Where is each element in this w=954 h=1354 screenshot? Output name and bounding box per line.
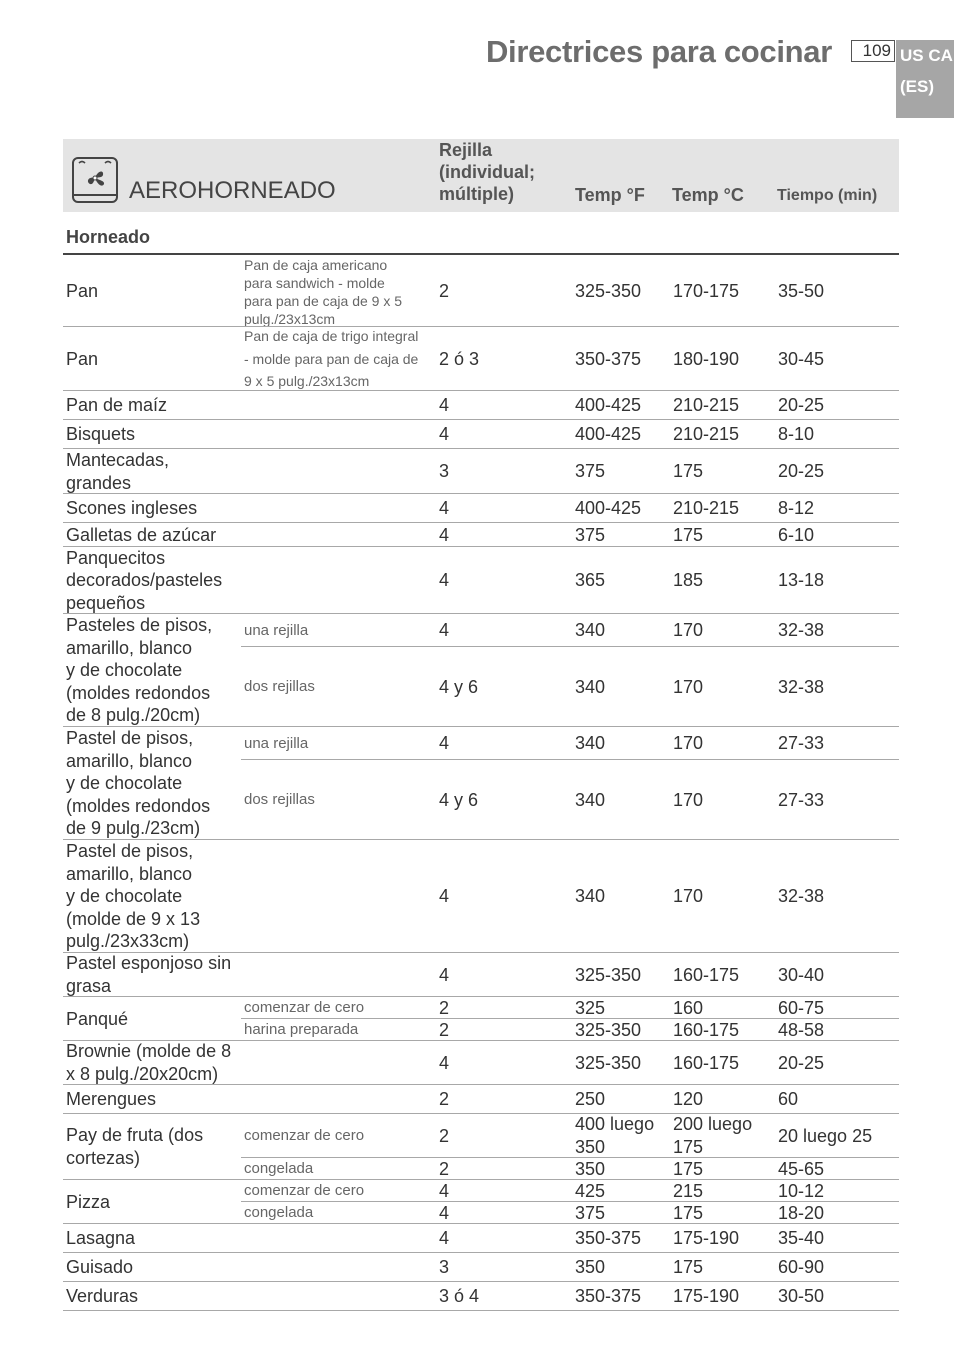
temp-c-value: 200 luego 175 <box>673 1114 753 1157</box>
col-rack-header: Rejilla (individual; múltiple) <box>439 140 535 204</box>
food-name: Pastel de pisos, amarillo, blanco y de chocolate (molde de 9 x 13 pulg./23x33cm) <box>66 841 201 952</box>
col-time-header: Tiempo (min) <box>777 187 878 204</box>
time-value: 20-25 <box>778 1052 825 1073</box>
temp-c-value: 210-215 <box>673 395 740 416</box>
time-value: 48-58 <box>778 1019 825 1040</box>
description: una rejilla <box>244 734 309 752</box>
page-title: Directrices para cocinar <box>485 34 832 69</box>
temp-c-value: 160-175 <box>673 964 740 985</box>
food-name: Pastel de pisos, amarillo, blanco y de chocolate (moldes redondos de 9 pulg./23cm) <box>66 728 211 839</box>
temp-c-value: 175 <box>673 1202 704 1223</box>
temp-f-value: 250 <box>575 1089 606 1110</box>
food-name: Guisado <box>66 1257 134 1278</box>
temp-c-value: 160-175 <box>673 1019 740 1040</box>
time-value: 8-10 <box>778 424 815 445</box>
food-name: Merengues <box>66 1089 157 1110</box>
temp-c-value: 175 <box>673 461 704 482</box>
rack-value: 4 <box>439 1228 450 1249</box>
rack-value: 4 <box>439 1202 450 1223</box>
temp-c-value: 180-190 <box>673 348 740 369</box>
temp-f-value: 350 <box>575 1257 606 1278</box>
temp-c-value: 175 <box>673 1158 704 1179</box>
temp-f-value: 400-425 <box>575 498 642 519</box>
temp-c-value: 170 <box>673 620 704 641</box>
rack-value: 4 <box>439 395 450 416</box>
rack-value: 4 <box>439 498 450 519</box>
rack-value: 2 <box>439 281 450 302</box>
time-value: 60-90 <box>778 1257 825 1278</box>
temp-c-value: 160-175 <box>673 1052 740 1073</box>
rack-value: 4 <box>439 733 450 754</box>
time-value: 27-33 <box>778 733 825 754</box>
temp-c-value: 175-190 <box>673 1286 740 1307</box>
temp-f-value: 350 <box>575 1158 606 1179</box>
rack-value: 4 <box>439 620 450 641</box>
food-name: Pasteles de pisos, amarillo, blanco y de chocolate (moldes redondos de 8 pulg./20cm) <box>66 615 213 726</box>
temp-f-value: 375 <box>575 524 606 545</box>
time-value: 30-50 <box>778 1286 825 1307</box>
time-value: 60-75 <box>778 997 825 1018</box>
temp-f-value: 325-350 <box>575 281 642 302</box>
time-value: 35-50 <box>778 281 825 302</box>
col-temp-c-header: Temp °C <box>672 185 744 205</box>
rack-value: 4 y 6 <box>439 676 479 697</box>
region-tab: US CA (ES) <box>896 40 954 118</box>
temp-f-value: 325-350 <box>575 964 642 985</box>
description: una rejilla <box>244 621 309 639</box>
time-value: 18-20 <box>778 1202 825 1223</box>
description: comenzar de cero <box>244 999 365 1016</box>
temp-f-value: 375 <box>575 461 606 482</box>
temp-c-value: 175-190 <box>673 1228 740 1249</box>
description: comenzar de cero <box>244 1127 365 1144</box>
rack-value: 4 <box>439 424 450 445</box>
description: congelada <box>244 1160 314 1177</box>
rack-value: 3 <box>439 1257 450 1278</box>
temp-f-value: 350-375 <box>575 348 642 369</box>
food-name: Pizza <box>66 1191 111 1212</box>
rack-value: 4 <box>439 1052 450 1073</box>
rack-value: 2 <box>439 1089 450 1110</box>
description: dos rejillas <box>244 678 315 695</box>
temp-c-value: 210-215 <box>673 498 740 519</box>
time-value: 27-33 <box>778 789 825 810</box>
rack-value: 4 <box>439 964 450 985</box>
temp-c-value: 170-175 <box>673 281 740 302</box>
section-label: Horneado <box>66 227 151 247</box>
temp-f-value: 400 luego 350 <box>575 1114 655 1157</box>
time-value: 20 luego 25 <box>778 1125 873 1146</box>
temp-c-value: 215 <box>673 1180 704 1201</box>
food-name: Scones ingleses <box>66 498 198 519</box>
page-number: 109 <box>851 40 895 62</box>
temp-c-value: 170 <box>673 789 704 810</box>
temp-c-value: 175 <box>673 524 704 545</box>
rack-value: 2 <box>439 997 450 1018</box>
time-value: 20-25 <box>778 461 825 482</box>
time-value: 8-12 <box>778 498 815 519</box>
temp-c-value: 170 <box>673 676 704 697</box>
food-name: Bisquets <box>66 424 136 445</box>
temp-f-value: 400-425 <box>575 424 642 445</box>
description: harina preparada <box>244 1021 359 1038</box>
description: congelada <box>244 1204 314 1221</box>
rack-value: 4 <box>439 524 450 545</box>
temp-c-value: 170 <box>673 733 704 754</box>
food-name: Pan de maíz <box>66 395 168 416</box>
food-name: Lasagna <box>66 1228 136 1249</box>
rack-value: 2 ó 3 <box>439 348 480 369</box>
time-value: 32-38 <box>778 676 825 697</box>
temp-f-value: 340 <box>575 789 606 810</box>
col-temp-f-header: Temp °F <box>575 185 645 205</box>
table-header <box>63 139 899 212</box>
temp-c-value: 210-215 <box>673 424 740 445</box>
temp-f-value: 340 <box>575 733 606 754</box>
temp-f-value: 325-350 <box>575 1019 642 1040</box>
food-name: Verduras <box>66 1286 139 1307</box>
time-value: 20-25 <box>778 395 825 416</box>
food-name: Galletas de azúcar <box>66 524 217 545</box>
rack-value: 3 ó 4 <box>439 1286 480 1307</box>
rack-value: 4 y 6 <box>439 789 479 810</box>
time-value: 45-65 <box>778 1158 825 1179</box>
temp-f-value: 425 <box>575 1180 606 1201</box>
rack-value: 4 <box>439 570 450 591</box>
description: Pan de caja americano para sandwich - molde para pan de caja de 9 x 5 pulg./23x13cm <box>244 256 403 327</box>
temp-f-value: 400-425 <box>575 395 642 416</box>
temp-f-value: 325 <box>575 997 606 1018</box>
food-name: Panquecitos decorados/pasteles pequeños <box>66 547 223 613</box>
food-name: Brownie (molde de 8 x 8 pulg./20x20cm) <box>66 1041 232 1084</box>
temp-c-value: 175 <box>673 1257 704 1278</box>
food-name: Pay de fruta (dos cortezas) <box>66 1125 204 1168</box>
temp-f-value: 350-375 <box>575 1228 642 1249</box>
rack-value: 3 <box>439 461 450 482</box>
time-value: 30-45 <box>778 348 825 369</box>
description: dos rejillas <box>244 791 315 808</box>
time-value: 60 <box>778 1089 799 1110</box>
temp-f-value: 365 <box>575 570 606 591</box>
time-value: 32-38 <box>778 886 825 907</box>
row-divider <box>63 1310 899 1311</box>
time-value: 10-12 <box>778 1180 825 1201</box>
description: Pan de caja de trigo integral - molde para pan de caja de 9 x 5 pulg./23x13cm <box>244 328 419 390</box>
food-name: Pan <box>66 348 99 369</box>
time-value: 13-18 <box>778 570 825 591</box>
rack-value: 2 <box>439 1125 450 1146</box>
time-value: 6-10 <box>778 524 815 545</box>
temp-c-value: 170 <box>673 886 704 907</box>
section-rule <box>63 253 899 255</box>
description: comenzar de cero <box>244 1182 365 1199</box>
temp-f-value: 375 <box>575 1202 606 1223</box>
food-name: Panqué <box>66 1008 129 1029</box>
time-value: 35-40 <box>778 1228 825 1249</box>
temp-c-value: 120 <box>673 1089 704 1110</box>
rack-value: 4 <box>439 1180 450 1201</box>
rack-value: 2 <box>439 1158 450 1179</box>
temp-f-value: 340 <box>575 886 606 907</box>
food-name: Pan <box>66 281 99 302</box>
temp-c-value: 160 <box>673 997 704 1018</box>
temp-c-value: 185 <box>673 570 704 591</box>
temp-f-value: 325-350 <box>575 1052 642 1073</box>
food-name: Mantecadas, grandes <box>66 449 170 493</box>
rack-value: 4 <box>439 886 450 907</box>
time-value: 32-38 <box>778 620 825 641</box>
fan-oven-icon <box>71 156 119 204</box>
food-name: Pastel esponjoso sin grasa <box>66 953 232 996</box>
rack-value: 2 <box>439 1019 450 1040</box>
temp-f-value: 340 <box>575 620 606 641</box>
temp-f-value: 350-375 <box>575 1286 642 1307</box>
time-value: 30-40 <box>778 964 825 985</box>
mode-title: AEROHORNEADO <box>129 177 336 204</box>
temp-f-value: 340 <box>575 676 606 697</box>
